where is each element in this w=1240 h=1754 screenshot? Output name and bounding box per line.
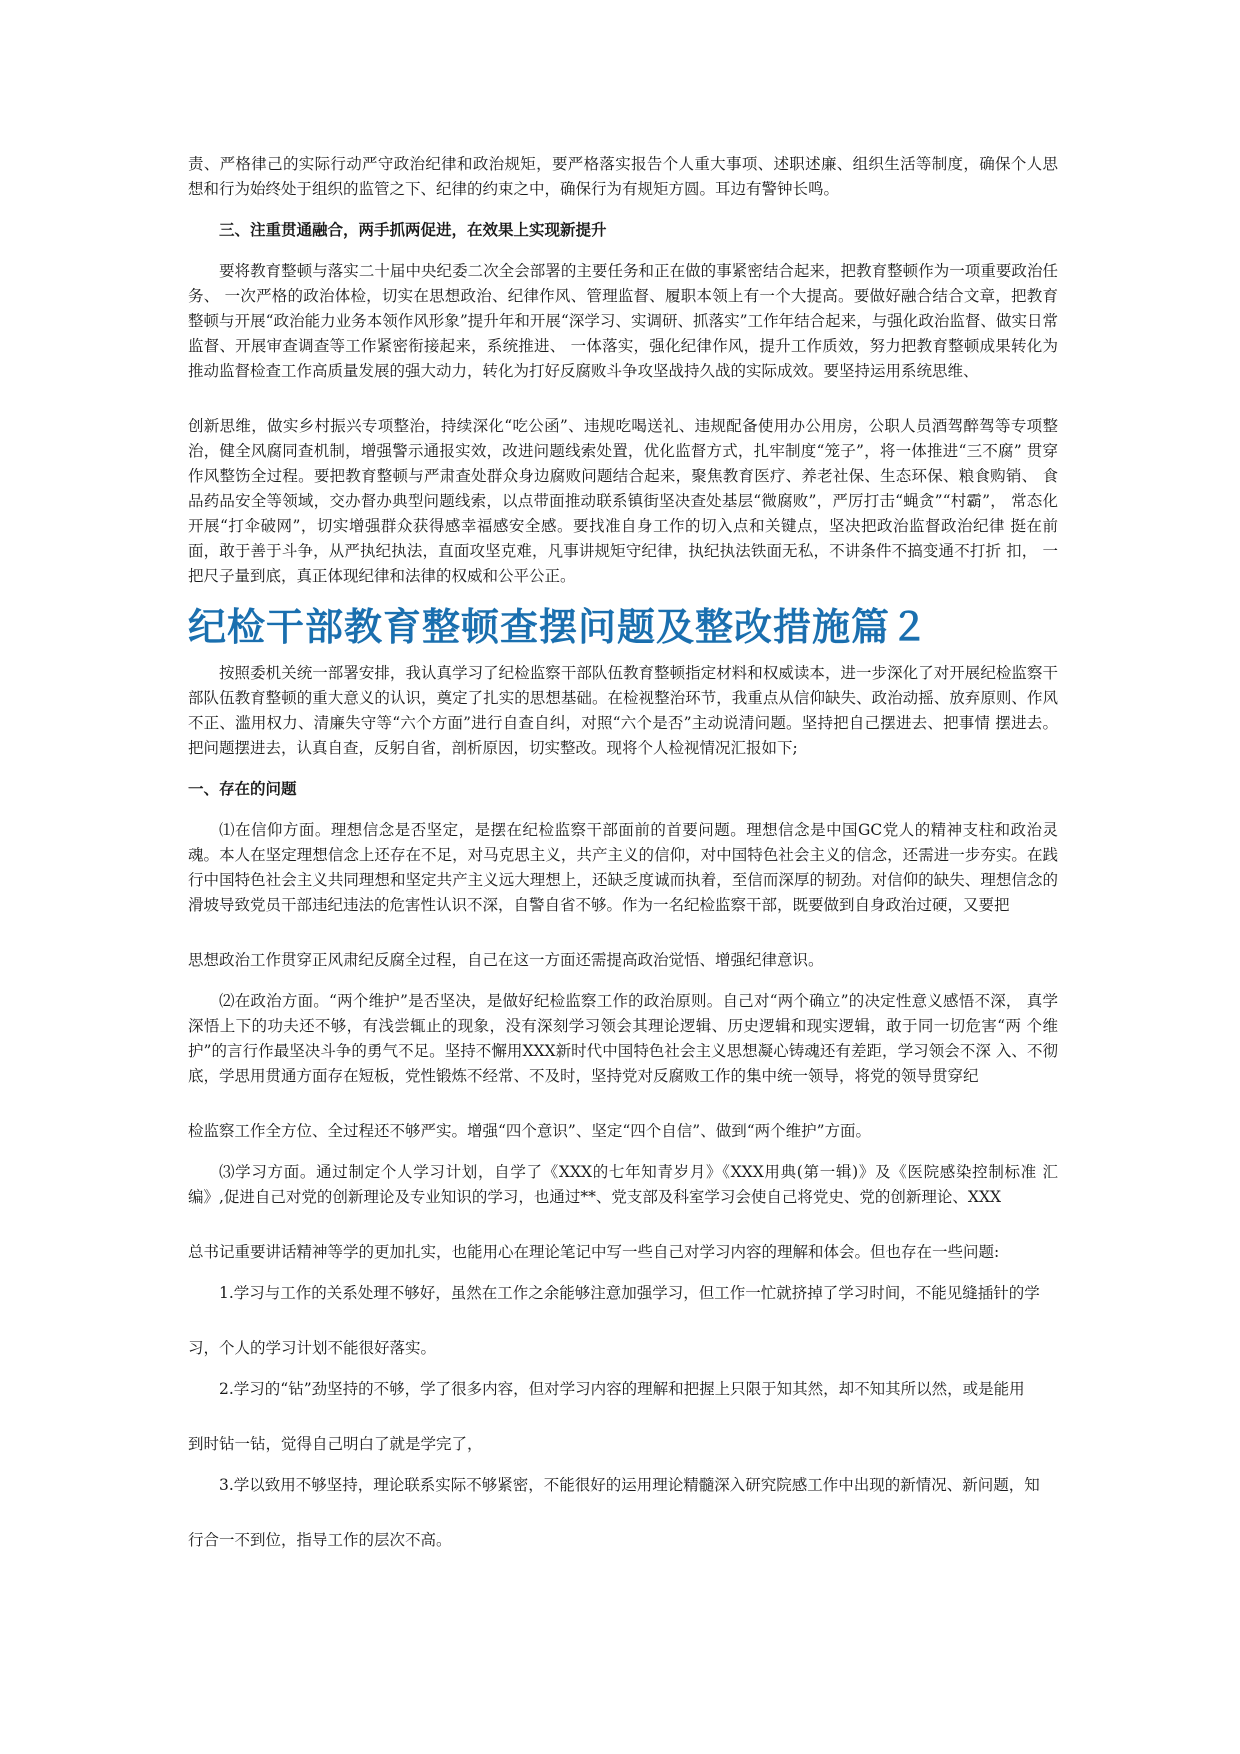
list-item-1a: 1.学习与工作的关系处理不够好，虽然在工作之余能够注意加强学习，但工作一忙就挤掉了学习时间，不能见缝插针的学 — [219, 1284, 1040, 1302]
paragraph-2b: 检监察工作全方位、全过程还不够严实。增强“四个意识”、坚定“四个自信”、做到“两个维护”方面。 — [188, 1122, 872, 1140]
paragraph-3d: 总书记重要讲话精神等学的更加扎实，也能用心在理论笔记中写一些自己对学习内容的理解和体会。但也存在一些问题: — [188, 1243, 1000, 1261]
list-item-3a: 3.学以致用不够坚持，理论联系实际不够紧密，不能很好的运用理论精髓深入研究院感工作中出现的新情况、新问题，知 — [219, 1476, 1040, 1494]
paragraph-2-intro: 按照委机关统一部署安排，我认真学习了纪检监察干部队伍教育整顿指定材料和权威读本，进一步深化了对开展纪检监察干部队伍教育整顿的重大意义的认识，奠定了扎实的思想基础。在检视整治环节，我重点从信仰缺失、政治动摇、放弃原则、作风不正、滥用权力、清廉失守等“六个方面”进行自查自纠，对照“六个是否”主动说清问题。坚持把自己摆进去、把事情 摆进去。把问题摆进去，认真自查，反躬自省，剖析原因，切实整改。现将个人检视情况汇报如下; — [188, 664, 1058, 757]
paragraph-1b: 思想政治工作贯穿正风肃纪反腐全过程，自己在这一方面还需提高政治觉悟、增强纪律意识。 — [188, 951, 824, 969]
paragraph-3b: 创新思维，做实乡村振兴专项整治，持续深化“吃公函”、违规吃喝送礼、违规配备使用办公用房，公职人员酒驾醉驾等专项整治，健全风腐同查机制，增强警示通报实效，改进问题线索处置，优化监督方式，扎牢制度“笼子”，将一体推进“三不腐” 贯穿作风整饬全过程。要把教育整顿与严肃查处群众身边腐败问题结合起来，聚焦教育医疗、养老社保、生态环保、粮食购销、 食品药品安全等领域，交办督办典型问题线索，以点带面推动联系镇街坚决查处基层“微腐败”，严厉打击“蝇贪”“村霸”， 常态化开展“打伞破网”，切实增强群众获得感幸福感安全感。要找准自身工作的切入点和关键点，坚决把政治监督政治纪律 挺在前面，敢于善于斗争，从严执纪执法，直面攻坚克难，凡事讲规矩守纪律，执纪执法铁面无私，不讲条件不搞变通不打折 扣， 一把尺子量到底，真正体现纪律和法律的权威和公平公正。 — [188, 417, 1058, 585]
list-item-2b: 到时钻一钻，觉得自己明白了就是学完了， — [188, 1435, 483, 1453]
paragraph-2a: ⑵在政治方面。“两个维护”是否坚决，是做好纪检监察工作的政治原则。自己对“两个确立”的决定性意义感悟不深， 真学深悟上下的功夫还不够，有浅尝辄止的现象，没有深刻学习领会其理论逻辑、历史逻辑和现实逻辑，敢于同一切危害“两 个维护”的言行作最坚决斗争的勇气不足。坚持不懈用XXX新时代中国特色社会主义思想凝心铸魂还有差距，学习领会不深 入、不彻底，学思用贯通方面存在短板，党性锻炼不经常、不及时，坚持党对反腐败工作的集中统一领导，将党的领导贯穿纪 — [188, 992, 1058, 1085]
document-body — [188, 152, 1058, 1553]
section-heading-3: 三、注重贯通融合，两手抓两促进，在效果上实现新提升 — [219, 221, 607, 239]
list-item-2a: 2.学习的“钻”劲坚持的不够，学了很多内容，但对学习内容的理解和把握上只限于知其然，却不知其所以然，或是能用 — [219, 1380, 1025, 1398]
list-item-1b: 习，个人的学习计划不能很好落实。 — [188, 1339, 437, 1357]
paragraph-1a: ⑴在信仰方面。理想信念是否坚定，是摆在纪检监察干部面前的首要问题。理想信念是中国GC党人的精神支柱和政治灵魂。本人在坚定理想信念上还存在不足，对马克思主义，共产主义的信仰，对中国特色社会主义的信念，还需进一步夯实。在践行中国特色社会主义共同理想和坚定共产主义远大理想上，还缺乏度诚而执着，至信而深厚的韧劲。对信仰的缺失、理想信念的滑坡导致党员干部违纪违法的危害性认识不深，自警自省不够。作为一名纪检监察干部，既要做到自身政治过硬，又要把 — [188, 821, 1058, 914]
article-title-2: 纪检干部教育整顿查摆问题及整改措施篇２ — [188, 605, 930, 649]
paragraph-intro: 责、严格律己的实际行动严守政治纪律和政治规矩，要严格落实报告个人重大事项、述职述廉、组织生活等制度，确保个人思 想和行为始终处于组织的监管之下、纪律的约束之中，确保行为有规矩方圆。耳边有警钟长鸣。 — [188, 155, 1058, 198]
paragraph-3c: ⑶学习方面。通过制定个人学习计划，自学了《XXX的七年知青岁月》《XXX用典(第一辑)》及《医院感染控制标准 汇编》,促进自己对党的创新理论及专业知识的学习，也通过**、党支部及科室学习会使自己将党史、党的创新理论、XXX — [188, 1163, 1058, 1206]
list-item-3b: 行合一不到位，指导工作的层次不高。 — [188, 1531, 452, 1549]
section-heading-1: 一、存在的问题 — [188, 780, 297, 798]
paragraph-3a: 要将教育整顿与落实二十届中央纪委二次全会部署的主要任务和正在做的事紧密结合起来，把教育整顿作为一项重要政治任务、 一次严格的政治体检，切实在思想政治、纪律作风、管理监督、履职本领上有一个大提高。要做好融合结合文章，把教育整顿与开展“政治能力业务本领作风形象”提升年和开展“深学习、实调研、抓落实”工作年结合起来，与强化政治监督、做实日常监督、开展审查调查等工作紧密衔接起来，系统推进、 一体落实，强化纪律作风，提升工作质效，努力把教育整顿成果转化为推动监督检查工作高质量发展的强大动力，转化为打好反腐败斗争攻坚战持久战的实际成效。要坚持运用系统思维、 — [188, 262, 1058, 380]
